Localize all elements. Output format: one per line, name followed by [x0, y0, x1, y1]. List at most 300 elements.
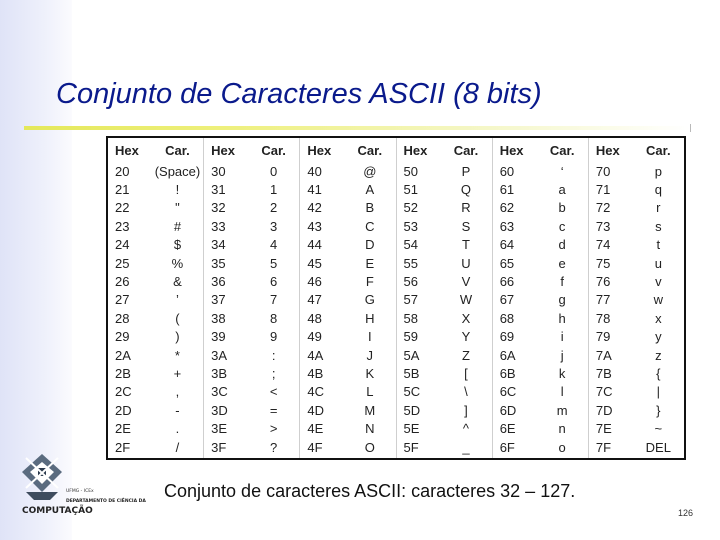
- table-column-block: [300, 138, 396, 458]
- table-row: [397, 346, 492, 364]
- character-cell: h: [558, 310, 566, 326]
- table-row: [108, 162, 203, 180]
- hex-code-cell: 4F: [307, 439, 323, 455]
- character-cell: @: [363, 163, 377, 179]
- hex-code-cell: 27: [115, 292, 130, 308]
- table-row: [300, 199, 395, 217]
- hex-code-cell: 65: [499, 255, 515, 271]
- hex-code-cell: 4B: [307, 365, 324, 381]
- table-header-row: [300, 138, 395, 162]
- hex-code-cell: 6D: [499, 402, 517, 418]
- table-row: [493, 438, 588, 456]
- character-cell: N: [365, 421, 375, 437]
- table-column-block: [589, 138, 684, 458]
- char-column-header: Car.: [646, 142, 671, 158]
- hex-code-cell: 42: [307, 200, 322, 216]
- hex-code-cell: 7D: [595, 402, 613, 418]
- character-cell: m: [556, 402, 568, 418]
- table-row: [493, 309, 588, 327]
- character-cell: >: [269, 421, 278, 437]
- hex-code-cell: 44: [307, 237, 322, 253]
- character-cell: }: [656, 402, 661, 418]
- character-cell: :: [271, 347, 276, 363]
- table-row: [204, 162, 299, 180]
- hex-code-cell: 60: [499, 163, 515, 179]
- hex-code-cell: 51: [403, 182, 418, 198]
- hex-code-cell: 23: [115, 218, 130, 234]
- character-cell: x: [655, 310, 662, 326]
- logo-dept-line-1: DEPARTAMENTO DE CIÊNCIA DA: [66, 499, 146, 504]
- table-row: [204, 199, 299, 217]
- character-cell: !: [175, 182, 180, 198]
- table-header-row: [204, 138, 299, 162]
- table-column-block: [108, 138, 204, 458]
- hex-code-cell: 3A: [211, 347, 228, 363]
- hex-code-cell: 4E: [307, 421, 324, 437]
- char-column-header: Car.: [165, 142, 190, 158]
- char-column-header: Car.: [453, 142, 479, 158]
- hex-code-cell: 67: [499, 292, 515, 308]
- character-cell: (: [175, 310, 180, 326]
- character-cell: c: [558, 218, 566, 234]
- dcc-logo-mark-icon: [22, 454, 62, 500]
- hex-code-cell: 5B: [403, 365, 420, 381]
- character-cell: %: [171, 255, 184, 271]
- hex-code-cell: 4C: [307, 384, 324, 400]
- character-cell: ,: [175, 384, 180, 400]
- hex-column-header: Hex: [211, 142, 236, 158]
- hex-code-cell: 71: [595, 182, 611, 198]
- char-column-header: Car.: [261, 142, 286, 158]
- table-row: [300, 419, 395, 437]
- character-cell: j: [560, 347, 564, 363]
- character-cell: g: [558, 292, 566, 308]
- table-row: [397, 438, 492, 456]
- table-row: [397, 291, 492, 309]
- hex-code-cell: 5C: [403, 384, 421, 400]
- character-cell: X: [461, 310, 471, 326]
- hex-code-cell: 63: [499, 218, 515, 234]
- character-cell: v: [655, 274, 662, 290]
- hex-code-cell: 7E: [595, 421, 612, 437]
- hex-code-cell: 45: [307, 255, 322, 271]
- hex-code-cell: 33: [211, 218, 226, 234]
- table-row: [397, 419, 492, 437]
- table-row: [397, 328, 492, 346]
- character-cell: W: [459, 292, 473, 308]
- table-row: [108, 254, 203, 272]
- hex-code-cell: 2E: [115, 421, 131, 437]
- table-row: [493, 180, 588, 198]
- table-row: [300, 217, 395, 235]
- character-cell: k: [558, 365, 566, 381]
- table-row: [397, 199, 492, 217]
- hex-code-cell: 43: [307, 218, 322, 234]
- character-cell: #: [173, 218, 182, 234]
- character-cell: z: [655, 347, 662, 363]
- table-row: [108, 438, 203, 456]
- table-row: [589, 328, 684, 346]
- hex-code-cell: 5F: [403, 439, 419, 455]
- hex-code-cell: 68: [499, 310, 515, 326]
- table-row: [300, 162, 395, 180]
- character-cell: w: [653, 292, 664, 308]
- table-row: [204, 291, 299, 309]
- table-row: [108, 180, 203, 198]
- character-cell: ~: [654, 421, 663, 437]
- hex-code-cell: 53: [403, 218, 418, 234]
- hex-code-cell: 2D: [115, 402, 132, 418]
- character-cell: +: [173, 365, 182, 381]
- table-column-block: [397, 138, 493, 458]
- table-row: [397, 217, 492, 235]
- hex-code-cell: 47: [307, 292, 322, 308]
- hex-code-cell: 69: [499, 329, 515, 345]
- hex-column-header: Hex: [403, 142, 428, 158]
- character-cell: u: [654, 255, 662, 271]
- character-cell: [: [464, 365, 468, 381]
- hex-code-cell: 2A: [115, 347, 131, 363]
- character-cell: G: [364, 292, 375, 308]
- character-cell: J: [366, 347, 374, 363]
- table-row: [493, 346, 588, 364]
- character-cell: ;: [271, 365, 276, 381]
- table-row: [300, 236, 395, 254]
- table-row: [300, 291, 395, 309]
- table-row: [108, 346, 203, 364]
- character-cell: p: [654, 163, 662, 179]
- table-row: [589, 162, 684, 180]
- table-row: [589, 199, 684, 217]
- character-cell: *: [174, 347, 180, 363]
- character-cell: I: [367, 329, 372, 345]
- character-cell: d: [558, 237, 566, 253]
- character-cell: Z: [462, 347, 470, 363]
- hex-code-cell: 6F: [499, 439, 515, 455]
- character-cell: e: [558, 255, 566, 271]
- hex-code-cell: 7C: [595, 384, 613, 400]
- table-header-row: [493, 138, 588, 162]
- table-row: [204, 438, 299, 456]
- hex-code-cell: 3E: [211, 421, 228, 437]
- table-row: [397, 364, 492, 382]
- hex-code-cell: 3B: [211, 365, 228, 381]
- character-cell: P: [461, 163, 471, 179]
- table-row: [300, 401, 395, 419]
- table-row: [204, 254, 299, 272]
- character-cell: l: [560, 384, 564, 400]
- table-row: [397, 401, 492, 419]
- table-header-row: [589, 138, 684, 162]
- table-header-row: [397, 138, 492, 162]
- table-row: [589, 419, 684, 437]
- table-row: [589, 364, 684, 382]
- slide-title: Conjunto de Caracteres ASCII (8 bits): [56, 78, 542, 110]
- character-cell: S: [461, 218, 471, 234]
- character-cell: V: [461, 274, 471, 290]
- hex-code-cell: 6B: [499, 365, 516, 381]
- hex-code-cell: 34: [211, 237, 226, 253]
- hex-code-cell: 7F: [595, 439, 612, 455]
- table-row: [108, 364, 203, 382]
- character-cell: B: [365, 200, 375, 216]
- hex-code-cell: 46: [307, 274, 322, 290]
- character-cell: =: [269, 402, 278, 418]
- character-cell: F: [365, 274, 374, 290]
- hex-code-cell: 7A: [595, 347, 612, 363]
- hex-code-cell: 79: [595, 329, 611, 345]
- title-underline-bar: [24, 126, 690, 130]
- character-cell: 1: [270, 182, 278, 198]
- table-row: [300, 364, 395, 382]
- character-cell: r: [656, 200, 661, 216]
- hex-code-cell: 24: [115, 237, 130, 253]
- character-cell: 2: [270, 200, 278, 216]
- hex-code-cell: 6C: [499, 384, 517, 400]
- hex-code-cell: 2B: [115, 365, 131, 381]
- character-cell: ": [175, 200, 180, 216]
- character-cell: ^: [462, 421, 470, 437]
- hex-code-cell: 55: [403, 255, 418, 271]
- character-cell: Q: [460, 182, 472, 198]
- hex-code-cell: 2C: [115, 384, 132, 400]
- character-cell: t: [656, 237, 661, 253]
- character-cell: q: [654, 182, 662, 198]
- table-row: [397, 272, 492, 290]
- hex-code-cell: 22: [115, 200, 130, 216]
- hex-code-cell: 6E: [499, 421, 516, 437]
- hex-code-cell: 29: [115, 329, 130, 345]
- table-row: [204, 383, 299, 401]
- hex-code-cell: 74: [595, 237, 611, 253]
- table-row: [204, 346, 299, 364]
- hex-code-cell: 49: [307, 329, 322, 345]
- hex-code-cell: 41: [307, 182, 322, 198]
- table-row: [397, 180, 492, 198]
- character-cell: 6: [270, 274, 278, 290]
- table-row: [204, 419, 299, 437]
- hex-code-cell: 73: [595, 218, 611, 234]
- character-cell: ‘: [560, 163, 564, 179]
- hex-code-cell: 26: [115, 274, 130, 290]
- table-row: [493, 236, 588, 254]
- table-row: [589, 291, 684, 309]
- table-row: [589, 309, 684, 327]
- table-row: [589, 217, 684, 235]
- character-cell: M: [364, 402, 376, 418]
- table-row: [589, 346, 684, 364]
- hex-code-cell: 5A: [403, 347, 420, 363]
- character-cell: s: [655, 218, 662, 234]
- character-cell: o: [558, 439, 566, 455]
- char-column-header: Car.: [549, 142, 575, 158]
- character-cell: ?: [270, 439, 278, 455]
- table-row: [300, 309, 395, 327]
- character-cell: $: [173, 237, 182, 253]
- table-row: [300, 328, 395, 346]
- table-row: [204, 309, 299, 327]
- hex-code-cell: 30: [211, 163, 226, 179]
- hex-code-cell: 37: [211, 292, 226, 308]
- table-row: [108, 272, 203, 290]
- character-cell: R: [461, 200, 471, 216]
- hex-code-cell: 61: [499, 182, 515, 198]
- hex-code-cell: 20: [115, 163, 130, 179]
- character-cell: b: [558, 200, 566, 216]
- hex-code-cell: 76: [595, 274, 611, 290]
- table-row: [204, 180, 299, 198]
- character-cell: T: [462, 237, 470, 253]
- table-row: [493, 419, 588, 437]
- character-cell: U: [461, 255, 471, 271]
- character-cell: DEL: [645, 439, 671, 455]
- hex-code-cell: 6A: [499, 347, 516, 363]
- table-row: [589, 272, 684, 290]
- table-row: [493, 364, 588, 382]
- character-cell: O: [364, 439, 375, 455]
- character-cell: 7: [270, 292, 278, 308]
- table-row: [204, 328, 299, 346]
- table-row: [493, 254, 588, 272]
- character-cell: 8: [270, 310, 278, 326]
- table-column-block: [204, 138, 300, 458]
- table-row: [493, 217, 588, 235]
- table-row: [204, 217, 299, 235]
- table-column-block: [493, 138, 589, 458]
- character-cell: ’: [176, 292, 179, 308]
- hex-code-cell: 3C: [211, 384, 228, 400]
- character-cell: /: [175, 439, 180, 455]
- hex-code-cell: 3D: [211, 402, 228, 418]
- table-row: [397, 236, 492, 254]
- character-cell: \: [464, 384, 468, 400]
- table-row: [108, 236, 203, 254]
- hex-code-cell: 7B: [595, 365, 612, 381]
- hex-code-cell: 39: [211, 329, 226, 345]
- table-row: [108, 199, 203, 217]
- table-caption: Conjunto de caracteres ASCII: caracteres 32 – 127.: [164, 481, 576, 501]
- hex-code-cell: 57: [403, 292, 418, 308]
- table-row: [589, 383, 684, 401]
- character-cell: L: [366, 384, 374, 400]
- hex-column-header: Hex: [307, 142, 332, 158]
- hex-code-cell: 56: [403, 274, 418, 290]
- hex-code-cell: 50: [403, 163, 418, 179]
- table-row: [397, 309, 492, 327]
- table-row: [204, 401, 299, 419]
- character-cell: K: [365, 365, 375, 381]
- character-cell: .: [175, 421, 180, 437]
- table-row: [397, 254, 492, 272]
- hex-code-cell: 36: [211, 274, 226, 290]
- table-row: [108, 309, 203, 327]
- hex-code-cell: 5E: [403, 421, 420, 437]
- character-cell: -: [175, 402, 180, 418]
- character-cell: _: [462, 439, 470, 455]
- table-row: [397, 383, 492, 401]
- table-row: [204, 272, 299, 290]
- hex-column-header: Hex: [595, 142, 620, 158]
- character-cell: (Space): [154, 163, 201, 179]
- hex-code-cell: 35: [211, 255, 226, 271]
- hex-code-cell: 62: [499, 200, 515, 216]
- hex-code-cell: 28: [115, 310, 130, 326]
- table-row: [493, 383, 588, 401]
- table-row: [108, 328, 203, 346]
- table-row: [589, 180, 684, 198]
- table-row: [493, 162, 588, 180]
- logo-dept-line-2: COMPUTAÇÃO: [22, 506, 93, 516]
- character-cell: f: [560, 274, 564, 290]
- hex-code-cell: 75: [595, 255, 611, 271]
- hex-code-cell: 21: [115, 182, 130, 198]
- character-cell: <: [269, 384, 278, 400]
- character-cell: |: [656, 384, 661, 400]
- hex-code-cell: 3F: [211, 439, 227, 455]
- character-cell: E: [365, 255, 375, 271]
- table-row: [108, 217, 203, 235]
- hex-code-cell: 38: [211, 310, 226, 326]
- table-row: [204, 364, 299, 382]
- character-cell: 4: [270, 237, 278, 253]
- hex-column-header: Hex: [115, 142, 139, 158]
- hex-code-cell: 70: [595, 163, 611, 179]
- table-row: [589, 401, 684, 419]
- character-cell: &: [173, 274, 182, 290]
- hex-code-cell: 78: [595, 310, 611, 326]
- hex-code-cell: 40: [307, 163, 322, 179]
- table-row: [397, 162, 492, 180]
- table-row: [204, 236, 299, 254]
- character-cell: H: [365, 310, 375, 326]
- character-cell: 5: [270, 255, 278, 271]
- hex-code-cell: 2F: [115, 439, 131, 455]
- table-header-row: [108, 138, 203, 162]
- character-cell: C: [365, 218, 375, 234]
- hex-code-cell: 59: [403, 329, 418, 345]
- character-cell: 0: [270, 163, 278, 179]
- ascii-table: [106, 136, 686, 460]
- table-row: [493, 272, 588, 290]
- character-cell: 3: [270, 218, 278, 234]
- table-row: [589, 438, 684, 456]
- hex-code-cell: 64: [499, 237, 515, 253]
- table-row: [300, 180, 395, 198]
- character-cell: 9: [270, 329, 278, 345]
- hex-code-cell: 48: [307, 310, 322, 326]
- logo-org-text: UFMG - ICEx: [66, 489, 94, 494]
- character-cell: ]: [464, 402, 468, 418]
- hex-code-cell: 66: [499, 274, 515, 290]
- hex-code-cell: 25: [115, 255, 130, 271]
- character-cell: Y: [461, 329, 471, 345]
- page-number: 126: [677, 508, 693, 518]
- table-row: [300, 272, 395, 290]
- hex-code-cell: 72: [595, 200, 611, 216]
- table-row: [589, 254, 684, 272]
- hex-code-cell: 4D: [307, 402, 324, 418]
- table-row: [300, 383, 395, 401]
- hex-code-cell: 32: [211, 200, 226, 216]
- hex-code-cell: 31: [211, 182, 226, 198]
- table-row: [108, 401, 203, 419]
- character-cell: a: [558, 182, 566, 198]
- character-cell: y: [655, 329, 662, 345]
- hex-column-header: Hex: [499, 142, 524, 158]
- character-cell: i: [560, 329, 564, 345]
- table-row: [300, 438, 395, 456]
- character-cell: {: [656, 365, 661, 381]
